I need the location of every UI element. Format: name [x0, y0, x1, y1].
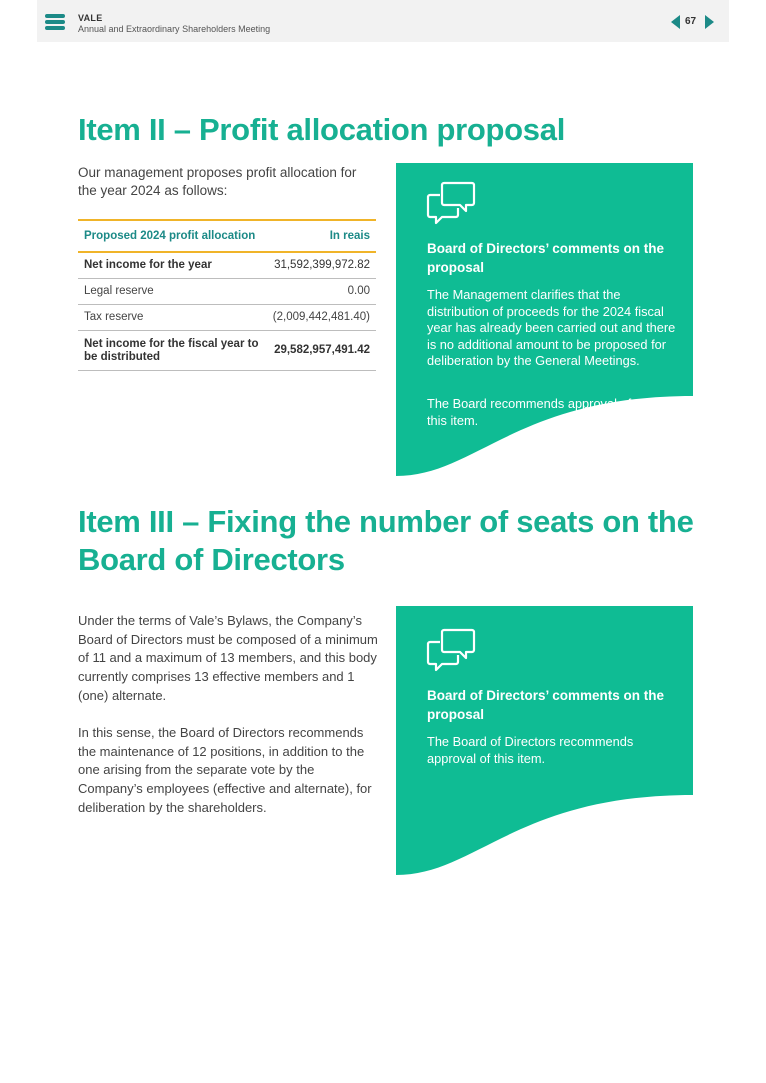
next-page-icon[interactable] [705, 15, 714, 29]
chat-bubbles-icon [426, 181, 476, 225]
item2-intro: Our management proposes profit allocation for the year 2024 as follows: [78, 165, 357, 198]
comment-recommendation: The Board of Directors recommends approval of this item. [427, 734, 634, 766]
row-label: Legal reserve [78, 279, 267, 305]
page-number: 67 [685, 16, 697, 27]
header-bar [37, 0, 729, 42]
comment-recommendation: The Board recommends approval of this item. [427, 396, 632, 428]
profit-allocation-table [78, 219, 376, 371]
comment-paragraph: The Management clarifies that the distribution of proceeds for the 2024 fiscal year has already been carried out and there is no additional amount to be proposed for deliberation by the General Meetings. [427, 287, 676, 368]
comment-title: Board of Directors’ comments on the proposal [427, 688, 665, 722]
item2-heading: Item II – Profit allocation proposal [78, 112, 566, 147]
row-label: Tax reserve [78, 305, 267, 331]
brand-name: VALE [78, 13, 103, 23]
row-value: 29,582,957,491.42 [267, 331, 376, 371]
table-header-row [78, 220, 376, 252]
row-label: Net income for the year [78, 252, 267, 279]
row-value: 0.00 [267, 279, 376, 305]
item2-comment-box [396, 163, 693, 476]
document-subtitle: Annual and Extraordinary Shareholders Meeting [78, 24, 271, 34]
menu-icon[interactable] [45, 14, 65, 31]
item3-heading: Item III – Fixing the number of seats on the Board of Directors [78, 504, 694, 577]
row-value: (2,009,442,481.40) [267, 305, 376, 331]
decorative-wave [396, 795, 693, 875]
comment-title: Board of Directors’ comments on the proposal [427, 241, 665, 275]
previous-page-icon[interactable] [671, 15, 680, 29]
item3-paragraph-2: In this sense, the Board of Directors recommends the maintenance of 12 positions, in addition to the one arising from the separate vote by the Company’s employees (effective and alternate), for deliberation by the shareholders. [78, 725, 372, 815]
table-row [78, 279, 376, 305]
table-row [78, 305, 376, 331]
row-label: Net income for the fiscal year to be distributed [78, 331, 267, 371]
chat-bubbles-icon [426, 628, 476, 672]
table-row [78, 252, 376, 279]
item3-paragraph-1: Under the terms of Vale’s Bylaws, the Company’s Board of Directors must be composed of a minimum of 11 and a maximum of 13 members, and this body currently comprises 13 effective members and 1 (one) alternate. [78, 613, 378, 703]
column-header-value: In reais [267, 220, 376, 252]
item3-comment-box [396, 606, 693, 875]
column-header-allocation: Proposed 2024 profit allocation [78, 220, 267, 252]
table-row [78, 331, 376, 371]
row-value: 31,592,399,972.82 [267, 252, 376, 279]
